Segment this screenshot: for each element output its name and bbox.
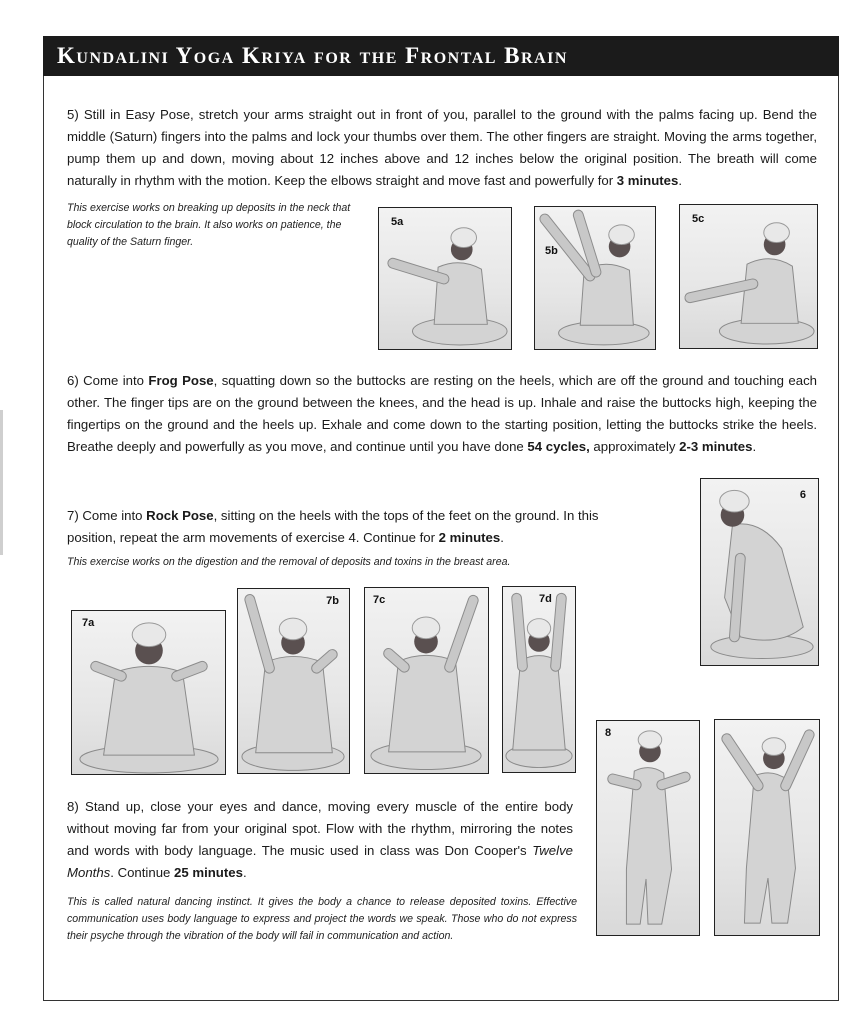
exercise-7-text-end: . bbox=[500, 530, 504, 545]
exercise-6-pose: Frog Pose bbox=[148, 373, 214, 388]
exercise-7-text-middle: , sitting on the heels with the tops of the feet on the ground. In this position, repeat the arm movements of exercise 4. Continue for bbox=[67, 508, 599, 545]
exercise-8-duration: 25 minutes bbox=[174, 865, 243, 880]
exercise-8-text-middle: . Continue bbox=[110, 865, 175, 880]
exercise-7-duration: 2 minutes bbox=[438, 530, 501, 545]
exercise-7-note: This exercise works on the digestion and the removal of deposits and toxins in the breast area. bbox=[67, 556, 511, 568]
exercise-8-text-end: . bbox=[242, 865, 247, 880]
exercise-7-text-part: 7) Come into bbox=[67, 508, 147, 523]
photo-label-7d: 7d bbox=[539, 593, 552, 605]
photo-7a bbox=[71, 610, 226, 775]
photo-5c bbox=[679, 204, 818, 349]
exercise-8-music-title: Twelve Months bbox=[67, 843, 573, 880]
photo-label-7b: 7b bbox=[326, 595, 339, 607]
page-edge-tab bbox=[0, 410, 3, 555]
photo-7b bbox=[237, 588, 350, 774]
photo-label-5c: 5c bbox=[692, 213, 705, 225]
photo-7d bbox=[502, 586, 576, 773]
exercise-5-text bbox=[67, 104, 817, 192]
exercise-6-text-part: 6) Come into bbox=[67, 373, 149, 388]
exercise-6-text-middle: , squatting down so the buttocks are resting on the heels, which are off the ground and touching each other. The finger tips are on the ground between the knees, and the head is up. Inhale and raise the buttocks high, keeping the fingertips on the ground and the heels up. Exhale and come down to the starting position, letting the buttocks strike the heels. Breathe deeply and powerfully as you move, and continue until you have done bbox=[67, 373, 817, 454]
exercise-6-text-approx: approximately bbox=[589, 439, 680, 454]
exercise-7-pose: Rock Pose bbox=[146, 508, 214, 523]
photo-5a bbox=[378, 207, 512, 350]
exercise-6-text bbox=[67, 370, 817, 458]
photo-label-6: 6 bbox=[799, 489, 806, 501]
exercise-5-note: This exercise works on breaking up deposits in the neck that block circulation to the brain. It also works on patience, the quality of the Saturn finger. bbox=[67, 202, 351, 248]
photo-6 bbox=[700, 478, 819, 666]
photo-label-8: 8 bbox=[605, 727, 612, 739]
photo-5b bbox=[534, 206, 656, 350]
page-title: Kundalini Yoga Kriya for the Frontal Brain bbox=[43, 36, 839, 76]
exercise-5-text-part: 5) Still in Easy Pose, stretch your arms straight out in front of you, parallel to the ground with the palms facing up. Bend the middle (Saturn) fingers into the palms and lock your thumbs over them. The other fingers are straight. Moving the arms together, pump them up and down, moving about 12 inches above and 12 inches below the original position. The breath will come naturally in rhythm with the motion. Keep the elbows straight and move fast and powerfully for bbox=[67, 107, 817, 188]
exercise-5-text-end: . bbox=[678, 173, 682, 188]
exercise-5-duration: 3 minutes bbox=[616, 173, 679, 188]
photo-label-5b: 5b bbox=[545, 245, 558, 257]
photo-7c bbox=[364, 587, 489, 774]
photo-8b bbox=[714, 719, 820, 936]
photo-label-7a: 7a bbox=[82, 617, 95, 629]
exercise-7-text bbox=[67, 505, 607, 549]
exercise-8-text bbox=[67, 796, 573, 884]
exercise-6-cycles: 54 cycles, bbox=[527, 439, 590, 454]
exercise-6-text-end: . bbox=[752, 439, 757, 454]
photo-label-7c: 7c bbox=[373, 594, 386, 606]
exercise-8-note: This is called natural dancing instinct. It gives the body a chance to release deposited toxins. Effective communication uses body language to express and project the words we speak. Those who do not express their psyche through the vibration of the body will fail in communication and action. bbox=[67, 896, 577, 942]
photo-label-5a: 5a bbox=[391, 216, 404, 228]
exercise-8-text-part: 8) Stand up, close your eyes and dance, moving every muscle of the entire body without moving far from your original spot. Flow with the rhythm, mirroring the notes and words with body language. The music used in class was Don Cooper's bbox=[67, 799, 573, 858]
photo-8a bbox=[596, 720, 700, 936]
exercise-6-duration: 2-3 minutes bbox=[679, 439, 753, 454]
